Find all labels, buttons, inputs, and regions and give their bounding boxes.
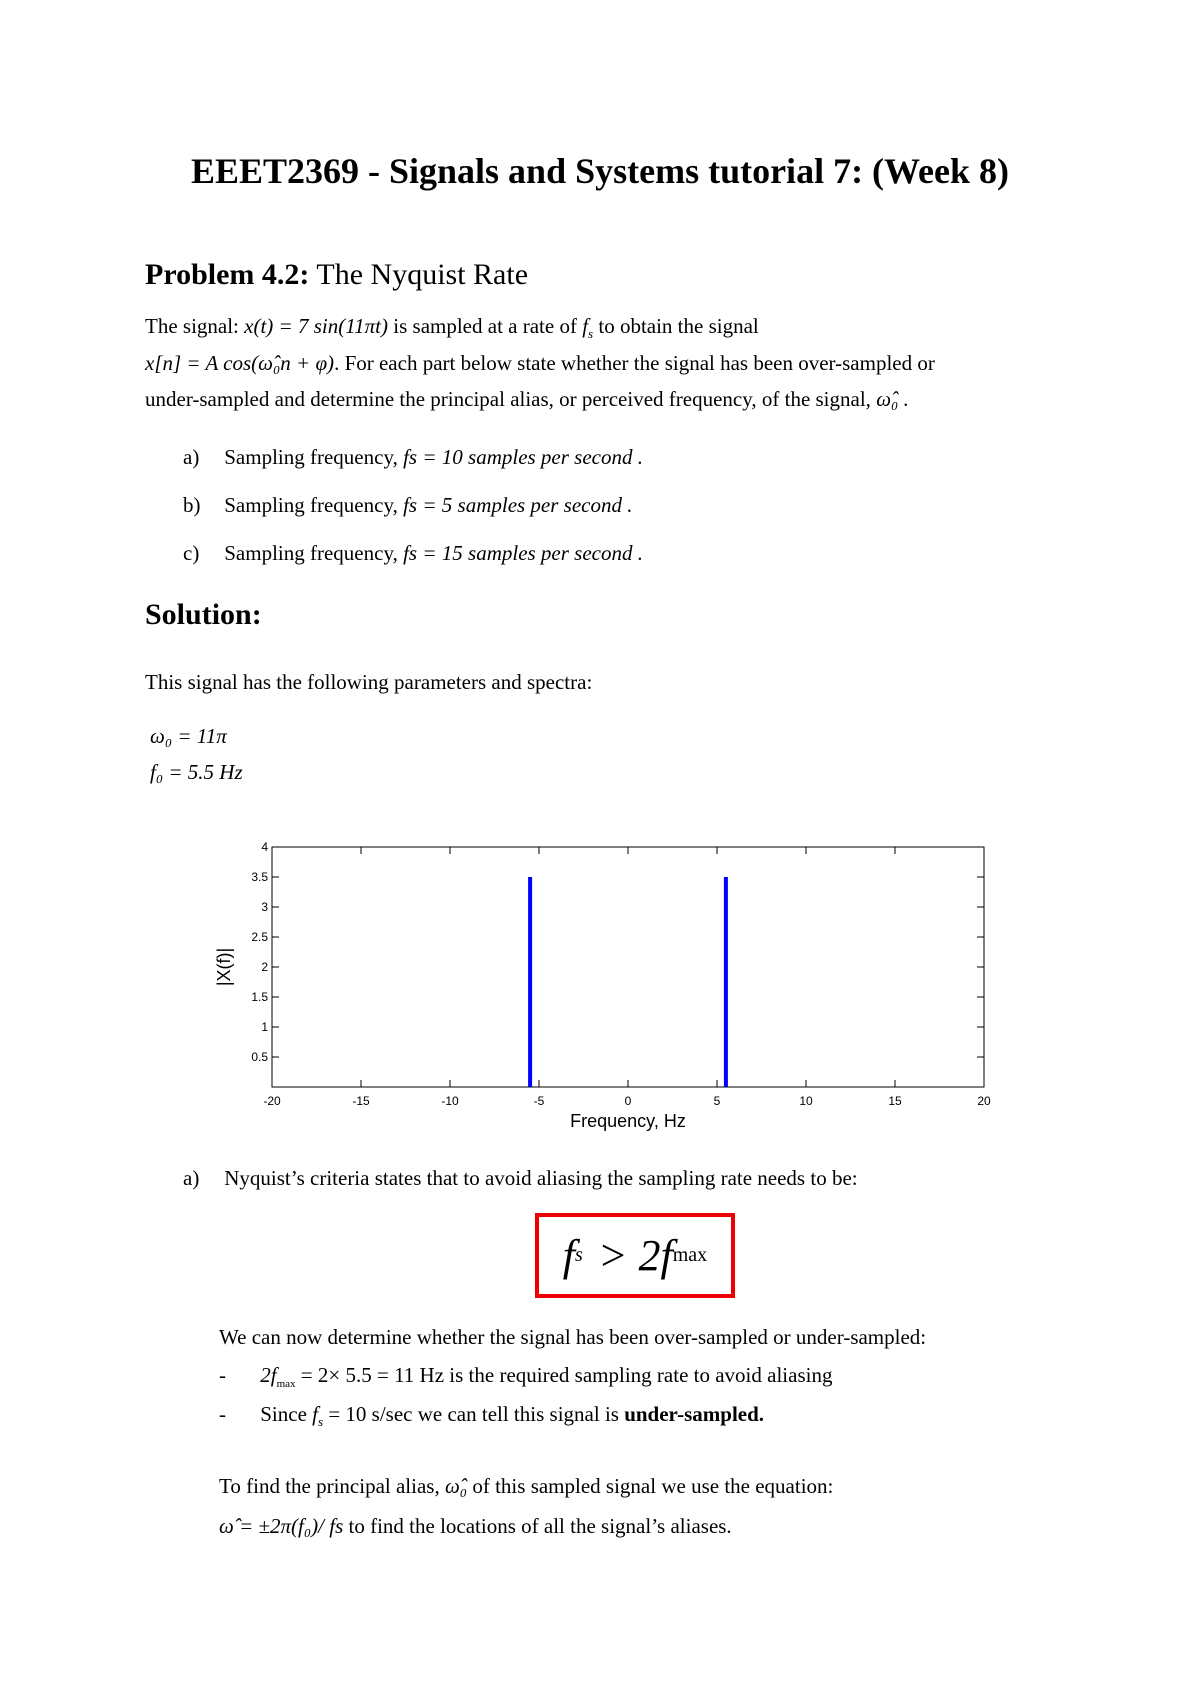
bullet-2-dash: -	[219, 1402, 226, 1426]
signal-equation: x(t) = 7 sin(11πt)	[244, 314, 389, 338]
y-tick-label: 2	[261, 960, 268, 974]
bullet-2-math: $f_s = 10$ s/sec	[312, 1402, 413, 1430]
part-a-label: a)	[183, 445, 200, 469]
spectrum-chart	[200, 835, 1000, 1135]
box-fs-sub: s	[575, 1244, 583, 1266]
problem-statement	[145, 312, 1075, 414]
x-tick-label: 0	[624, 1094, 632, 1108]
f0-value: f₀ = 5.5 Hz	[150, 760, 243, 784]
solution-part-a-label: a)	[183, 1166, 200, 1190]
omega0-value: ω₀ = 11π	[150, 724, 227, 748]
y-tick-label: 3	[261, 900, 268, 914]
bullet-1-dash: -	[219, 1363, 226, 1387]
problem-heading	[145, 258, 528, 292]
solution-part-a	[183, 1166, 858, 1191]
part-c-label: c)	[183, 541, 200, 565]
bullet-2-text: we can tell this signal is	[417, 1402, 619, 1426]
y-tick-label: 1.5	[251, 990, 268, 1004]
fs-symbol: $f_s$	[582, 314, 594, 342]
bullet-2	[219, 1400, 764, 1431]
bullet-1-math: $2f_{max} = 2\times 5.5 = 11$ Hz	[260, 1363, 445, 1391]
alias-omega-hat: ω̂₀	[444, 1474, 468, 1498]
problem-line-3	[145, 385, 1075, 414]
x-tick-label: -5	[533, 1094, 545, 1108]
alias-line-b: of this sampled signal we use the equation:	[472, 1474, 834, 1498]
x-tick-label: -10	[441, 1094, 459, 1108]
box-fs: f	[562, 1231, 576, 1280]
x-tick-label: 20	[977, 1094, 991, 1108]
y-tick-label: 4	[261, 840, 268, 854]
x-tick-label: 10	[799, 1094, 813, 1108]
problem-label: Problem 4.2:	[145, 258, 310, 291]
omega-hat-symbol: ω̂₀ .	[876, 386, 909, 411]
page-title: EEET2369 - Signals and Systems tutorial 7: (Week 8)	[190, 151, 1010, 191]
y-tick-label: 2.5	[251, 930, 268, 944]
y-tick-label: 0.5	[251, 1050, 268, 1064]
problem-line-1	[145, 312, 1075, 343]
sampled-signal-equation: x[n] = A cos(ω̂₀n + φ)	[145, 351, 335, 376]
alias-line	[219, 1472, 833, 1501]
x-tick-label: -20	[263, 1094, 281, 1108]
y-tick-label: 1	[261, 1020, 268, 1034]
x-tick-label: 15	[888, 1094, 902, 1108]
alias-equation-text: to find the locations of all the signal’s aliases.	[348, 1514, 732, 1538]
x-axis-label: Frequency, Hz	[570, 1111, 686, 1131]
alias-equation-line	[219, 1512, 732, 1541]
solution-part-a-text: Nyquist’s criteria states that to avoid aliasing the sampling rate needs to be:	[224, 1166, 858, 1190]
x-tick-label: 5	[713, 1094, 721, 1108]
bullet-1-text: is the required sampling rate to avoid aliasing	[449, 1363, 833, 1387]
alias-line-a: To find the principal alias,	[219, 1474, 440, 1498]
part-a-math: fs = 10 samples per second .	[403, 445, 643, 469]
x-tick-label: -15	[352, 1094, 370, 1108]
box-max-sub: max	[672, 1244, 708, 1266]
part-a	[183, 445, 643, 470]
part-b-text: Sampling frequency,	[224, 493, 398, 517]
part-b	[183, 493, 633, 518]
box-relation: > 2f	[586, 1231, 673, 1280]
problem-line-3-text: under-sampled and determine the principal alias, or perceived frequency, of the signal,	[145, 386, 871, 411]
y-tick-label: 3.5	[251, 870, 268, 884]
alias-equation: ω̂ = ±2π(f₀)/ fs	[219, 1514, 344, 1538]
problem-line-1-a: The signal:	[145, 314, 239, 338]
part-c	[183, 541, 643, 566]
plot-frame	[272, 847, 984, 1087]
part-c-math: fs = 15 samples per second .	[403, 541, 643, 565]
part-b-math: fs = 5 samples per second .	[403, 493, 633, 517]
solution-heading: Solution:	[145, 598, 262, 631]
problem-line-2	[145, 349, 1075, 378]
bullet-1	[219, 1361, 832, 1393]
problem-line-2-b: . For each part below state whether the signal has been over-sampled or	[334, 351, 935, 376]
part-a-text: Sampling frequency,	[224, 445, 398, 469]
part-c-text: Sampling frequency,	[224, 541, 398, 565]
problem-name: The Nyquist Rate	[316, 258, 529, 291]
part-b-label: b)	[183, 493, 201, 517]
solution-intro: This signal has the following parameters and spectra:	[145, 670, 593, 694]
bullet-2-a: Since	[260, 1402, 307, 1426]
bullet-2-bold: under-sampled.	[624, 1402, 765, 1426]
problem-line-1-b: is sampled at a rate of	[393, 314, 577, 338]
y-axis-label: |X(f)|	[214, 947, 234, 987]
determine-text: We can now determine whether the signal has been over-sampled or under-sampled:	[219, 1325, 927, 1349]
problem-line-1-c: to obtain the signal	[598, 314, 759, 338]
nyquist-criterion-box	[535, 1213, 735, 1298]
